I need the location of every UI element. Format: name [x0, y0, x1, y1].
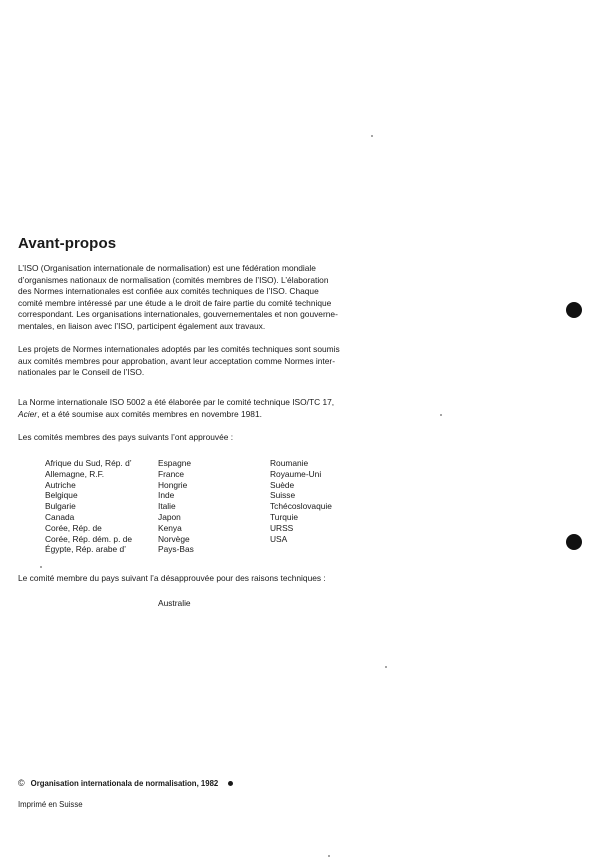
- text-line: correspondant. Les organisations internationales, gouvernementales et non gouverne-: [18, 309, 338, 320]
- disapproval-intro: Le comité membre du pays suivant l’a désapprouvée pour des raisons techniques :: [18, 573, 326, 583]
- list-item: France: [158, 468, 185, 479]
- scan-speck: [371, 135, 373, 137]
- printed-in-note: Imprimé en Suisse: [18, 800, 83, 809]
- approving-countries-column-2: [158, 458, 194, 555]
- list-item: Belgique: [45, 490, 78, 501]
- list-item: Roumanie: [270, 458, 309, 468]
- margin-dot-icon: [566, 302, 582, 318]
- scan-speck: [328, 855, 330, 857]
- list-item: Espagne: [158, 458, 192, 468]
- list-item: USA: [270, 533, 288, 544]
- text-line: La Norme internationale ISO 5002 a été élaborée par le comité technique ISO/TC 17,: [18, 397, 335, 407]
- disapproving-country: Australie: [158, 598, 191, 608]
- list-item: Kenya: [158, 522, 182, 533]
- list-item: Suisse: [270, 490, 296, 501]
- list-item: Turquie: [270, 511, 299, 522]
- text-line: L’ISO (Organisation internationale de normalisation) est une fédération mondiale: [18, 263, 316, 273]
- list-item: Pays-Bas: [158, 544, 194, 555]
- approval-intro: Les comités membres des pays suivants l’ont approuvée :: [18, 432, 234, 442]
- page-title: Avant-propos: [18, 235, 117, 252]
- list-item: Inde: [158, 490, 175, 501]
- text-line: aux comités membres pour approbation, avant leur acceptation comme Normes inter-: [18, 355, 335, 366]
- list-item: URSS: [270, 522, 294, 533]
- text-line: [18, 409, 363, 421]
- foreword-paragraph-2: [18, 344, 363, 379]
- copyright-icon: ©: [18, 778, 25, 788]
- scan-speck: [40, 566, 42, 568]
- list-item: Corée, Rép. dém. p. de: [45, 533, 133, 544]
- list-item: Suède: [270, 479, 295, 490]
- text-fragment: , et a été soumise aux comités membres en novembre 1981.: [37, 408, 262, 419]
- foreword-paragraph-3: [18, 397, 363, 420]
- list-item: Canada: [45, 511, 75, 522]
- copyright-line: [18, 778, 233, 788]
- list-item: Hongrie: [158, 479, 188, 490]
- list-item: Afrique du Sud, Rép. d’: [45, 458, 132, 468]
- scan-speck: [440, 414, 442, 416]
- list-item: Italie: [158, 501, 176, 512]
- margin-dot-icon: [566, 534, 582, 550]
- list-item: Égypte, Rép. arabe d’: [45, 544, 127, 555]
- text-line: des Normes internationales est confiée aux comités techniques de l’ISO. Chaque: [18, 286, 319, 297]
- approving-countries-column-1: [45, 458, 132, 555]
- foreword-paragraph-1: [18, 263, 363, 333]
- text-line: nationales par le Conseil de l’ISO.: [18, 367, 145, 378]
- text-line: mentales, en liaison avec l’ISO, participent également aux travaux.: [18, 320, 266, 331]
- bullet-icon: [228, 781, 233, 786]
- committee-name-italic: Acier: [18, 408, 38, 419]
- list-item: Corée, Rép. de: [45, 522, 102, 533]
- scan-speck: [385, 666, 387, 668]
- list-item: Royaume-Uni: [270, 468, 322, 479]
- text-line: comité membre intéressé par une étude a le droit de faire partie du comité technique: [18, 297, 332, 308]
- list-item: Bulgarie: [45, 501, 76, 512]
- list-item: Norvège: [158, 533, 190, 544]
- text-line: Les projets de Normes internationales adoptés par les comités techniques sont soumis: [18, 344, 340, 354]
- copyright-text: Organisation internationala de normalisation, 1982: [30, 778, 219, 788]
- list-item: Allemagne, R.F.: [45, 468, 105, 479]
- approving-countries-column-3: [270, 458, 332, 544]
- list-item: Japon: [158, 511, 181, 522]
- list-item: Tchécoslovaquie: [270, 501, 332, 512]
- text-line: d’organismes nationaux de normalisation (comités membres de l’ISO). L’élaboration: [18, 274, 329, 285]
- list-item: Autriche: [45, 479, 76, 490]
